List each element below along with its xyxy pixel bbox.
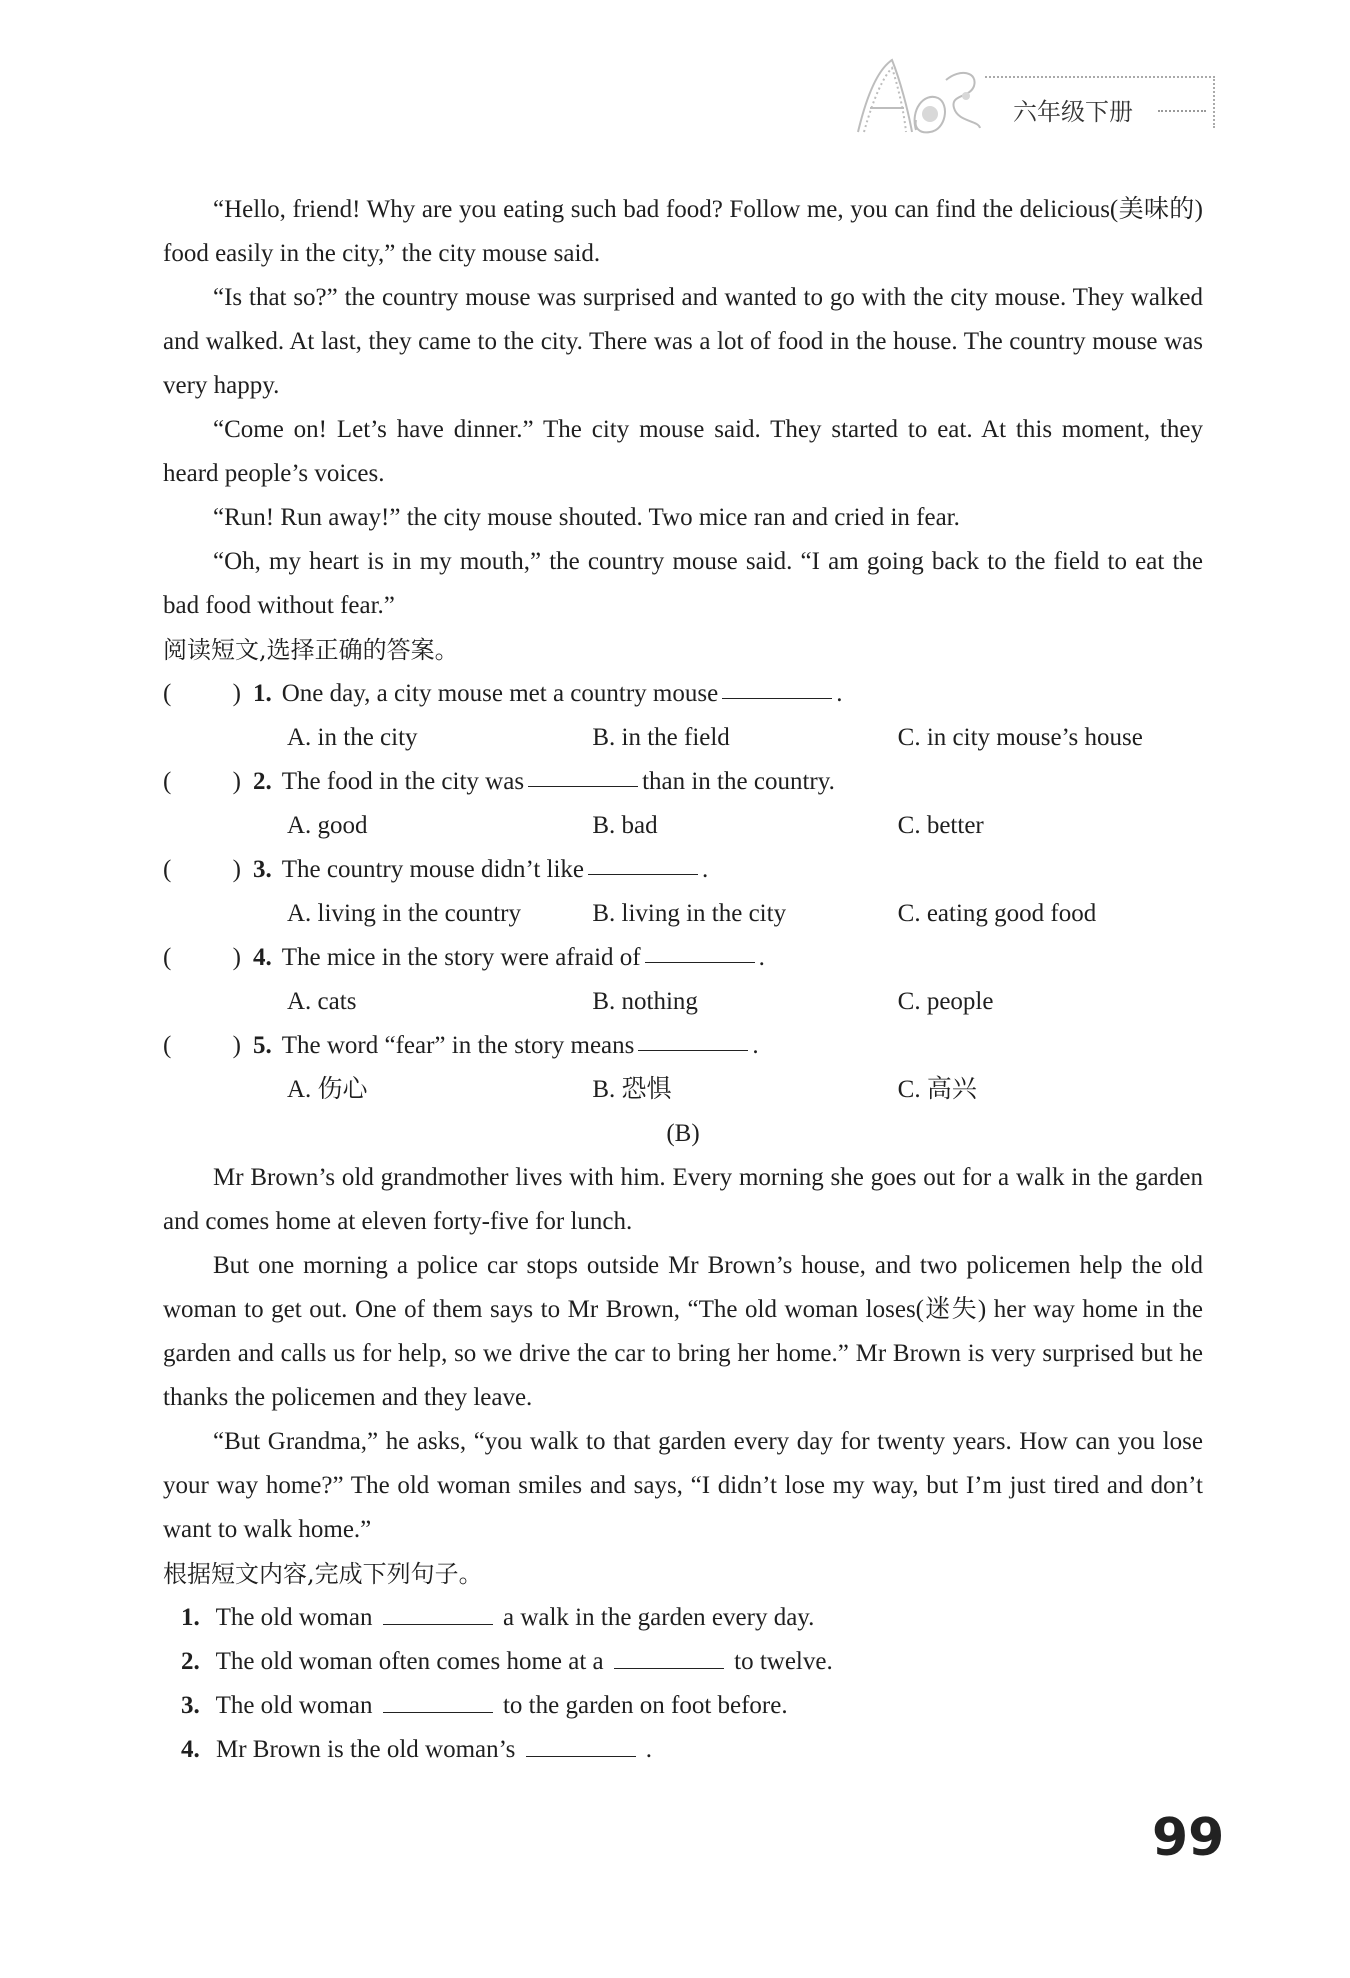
section-a-instruction: 阅读短文,选择正确的答案。 — [163, 636, 459, 664]
question-text: The food in the city was — [281, 768, 525, 795]
answer-blank[interactable] — [638, 1024, 748, 1051]
section-b-questions — [163, 1596, 1203, 1772]
question-text-after: . — [702, 856, 709, 883]
question-text-after: . — [836, 680, 843, 707]
page-number: 99 — [1152, 1808, 1225, 1868]
question-text: The country mouse didn’t like — [281, 856, 585, 883]
bracket-right: ) — [232, 768, 241, 795]
bracket-right: ) — [232, 680, 241, 707]
passage-a-paragraph: “Oh, my heart is in my mouth,” the country mouse said. “I am going back to the field to eat the bad food without fear.” — [163, 548, 1203, 619]
decorative-letters-logo — [850, 50, 990, 140]
passage-a-paragraph: “Come on! Let’s have dinner.” The city mouse said. They started to eat. At this moment, they heard people’s voices. — [163, 416, 1203, 487]
answer-blank[interactable] — [614, 1642, 724, 1669]
passage-a-paragraph: “Hello, friend! Why are you eating such bad food? Follow me, you can find the delicious(美味的) food easily in the city,” the city mouse said. — [163, 196, 1203, 267]
question-row — [163, 760, 1203, 804]
bracket-left: ( — [163, 856, 172, 883]
passage-a-paragraph: “Run! Run away!” the city mouse shouted. Two mice ran and cried in fear. — [213, 504, 960, 531]
options-row — [163, 1068, 1203, 1112]
question-text-after: to twelve. — [734, 1648, 833, 1675]
main-content — [163, 188, 1203, 1772]
options-row — [163, 980, 1203, 1024]
passage-a — [163, 188, 1203, 628]
answer-bracket[interactable] — [163, 760, 253, 804]
question-text: The old woman often comes home at a — [215, 1648, 604, 1675]
section-b-instruction: 根据短文内容,完成下列句子。 — [163, 1560, 483, 1588]
question-number: 3. — [253, 856, 272, 883]
question-number: 2. — [253, 768, 272, 795]
bracket-left: ( — [163, 768, 172, 795]
question-text-after: a walk in the garden every day. — [502, 1604, 815, 1631]
answer-blank[interactable] — [722, 672, 832, 699]
options-row — [163, 716, 1203, 760]
bracket-right: ) — [232, 944, 241, 971]
option-b[interactable]: B. living in the city — [592, 900, 787, 927]
option-c[interactable]: C. eating good food — [897, 900, 1097, 927]
question-text: The word “fear” in the story means — [281, 1032, 635, 1059]
question-number: 3. — [181, 1692, 200, 1719]
answer-blank[interactable] — [383, 1598, 493, 1625]
option-b[interactable]: B. nothing — [592, 988, 698, 1015]
question-text: The old woman — [215, 1604, 373, 1631]
question-text: Mr Brown is the old woman’s — [216, 1736, 516, 1763]
fill-question-row — [163, 1640, 1203, 1684]
answer-bracket[interactable] — [163, 848, 253, 892]
bracket-right: ) — [232, 856, 241, 883]
question-text: One day, a city mouse met a country mouse — [281, 680, 719, 707]
bracket-right: ) — [232, 1032, 241, 1059]
option-c[interactable]: C. people — [897, 988, 994, 1015]
options-row — [163, 892, 1203, 936]
passage-b-paragraph: Mr Brown’s old grandmother lives with him. Every morning she goes out for a walk in the garden and comes home at eleven forty-five for lunch. — [163, 1164, 1203, 1235]
option-a[interactable]: A. good — [287, 812, 368, 839]
question-row — [163, 848, 1203, 892]
question-number: 4. — [253, 944, 272, 971]
question-text-after: than in the country. — [642, 768, 835, 795]
question-row — [163, 936, 1203, 980]
fill-question-row — [163, 1728, 1203, 1772]
option-a[interactable]: A. 伤心 — [287, 1076, 368, 1103]
grade-label: 六年级下册 — [1013, 98, 1133, 126]
question-number: 1. — [253, 680, 272, 707]
logo-graphic — [850, 50, 990, 140]
answer-blank[interactable] — [528, 760, 638, 787]
options-row — [163, 804, 1203, 848]
option-c[interactable]: C. better — [897, 812, 984, 839]
passage-b-paragraph: “But Grandma,” he asks, “you walk to that garden every day for twenty years. How can you lose your way home?” The old woman smiles and says, “I didn’t lose my way, but I’m just tired and don’t want to walk home.” — [163, 1428, 1203, 1543]
bracket-left: ( — [163, 680, 172, 707]
answer-blank[interactable] — [383, 1686, 493, 1713]
question-text-after: to the garden on foot before. — [502, 1692, 788, 1719]
answer-blank[interactable] — [526, 1730, 636, 1757]
question-number: 1. — [181, 1604, 200, 1631]
option-c[interactable]: C. 高兴 — [897, 1076, 977, 1103]
fill-question-row — [163, 1596, 1203, 1640]
bracket-left: ( — [163, 944, 172, 971]
header-dotted-line — [1158, 110, 1206, 112]
bracket-left: ( — [163, 1032, 172, 1059]
question-text-after: . — [645, 1736, 653, 1763]
question-text-after: . — [752, 1032, 759, 1059]
question-text-after: . — [758, 944, 765, 971]
question-text: The old woman — [215, 1692, 373, 1719]
section-b-label: (B) — [666, 1120, 700, 1147]
passage-b-paragraph: But one morning a police car stops outside Mr Brown’s house, and two policemen help the old woman to get out. One of them says to Mr Brown, “The old woman loses(迷失) her way home in the garden and calls us for help, so we drive the car to bring her home.” Mr Brown is very surprised but he thanks the policemen and they leave. — [163, 1252, 1203, 1411]
question-number: 2. — [181, 1648, 200, 1675]
passage-b — [163, 1156, 1203, 1552]
option-a[interactable]: A. living in the country — [287, 900, 521, 927]
question-text: The mice in the story were afraid of — [281, 944, 641, 971]
fill-question-row — [163, 1684, 1203, 1728]
option-b[interactable]: B. in the field — [592, 724, 730, 751]
answer-bracket[interactable] — [163, 672, 253, 716]
option-a[interactable]: A. in the city — [287, 724, 418, 751]
question-row — [163, 672, 1203, 716]
option-b[interactable]: B. bad — [592, 812, 658, 839]
option-a[interactable]: A. cats — [287, 988, 357, 1015]
answer-bracket[interactable] — [163, 936, 253, 980]
question-row — [163, 1024, 1203, 1068]
question-number: 4. — [181, 1736, 200, 1763]
answer-bracket[interactable] — [163, 1024, 253, 1068]
question-number: 5. — [253, 1032, 272, 1059]
answer-blank[interactable] — [588, 848, 698, 875]
option-c[interactable]: C. in city mouse’s house — [897, 724, 1143, 751]
option-b[interactable]: B. 恐惧 — [592, 1076, 672, 1103]
passage-a-paragraph: “Is that so?” the country mouse was surprised and wanted to go with the city mouse. They walked and walked. At last, they came to the city. There was a lot of food in the house. The country mouse was very happy. — [163, 284, 1203, 399]
answer-blank[interactable] — [645, 936, 755, 963]
section-a-questions — [163, 672, 1203, 1112]
